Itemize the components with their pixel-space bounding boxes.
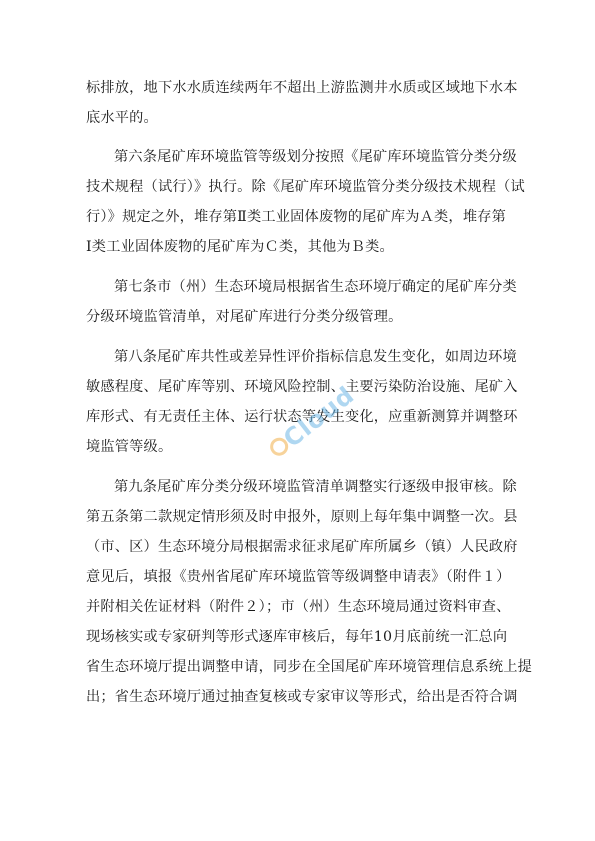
text-line: 标排放，地下水水质连续两年不超出上游监测井水质或区域地下水本: [86, 80, 518, 96]
text-line: 底水平的。: [86, 110, 158, 126]
text-line: 第五条第二款规定情形须及时申报外，原则上每年集中调整一次。县: [86, 509, 518, 525]
text-line: 技术规程（试行）》执行。除《尾矿库环境监管分类分级技术规程（试: [86, 179, 525, 195]
text-line: Ⅰ类工业固体废物的尾矿库为Ｃ类，其他为Ｂ类。: [86, 239, 394, 255]
article-7-line: 第七条市（州）生态环境局根据省生态环境厅确定的尾矿库分类: [114, 279, 517, 295]
text-line: 省生态环境厅提出调整申请，同步在全国尾矿库环境管理信息系统上提: [86, 659, 533, 675]
article-8-line: 第八条尾矿库共性或差异性评价指标信息发生变化，如周边环境: [114, 349, 517, 365]
text-line: 境监管等级。: [86, 439, 173, 455]
text-line: 行）》规定之外，堆存第Ⅱ类工业固体废物的尾矿库为Ａ类，堆存第: [86, 209, 506, 225]
text-line: 分级环境监管清单，对尾矿库进行分类分级管理。: [86, 309, 403, 325]
text-line: 库形式、有无责任主体、运行状态等发生变化，应重新测算并调整环: [86, 409, 518, 425]
watermark-text: Cloud: [278, 380, 360, 453]
text-line: 现场核实或专家研判等形式逐库审核后，每年10月底前统一汇总向: [86, 629, 508, 645]
text-line: 敏感程度、尾矿库等别、环境风险控制、主要污染防治设施、尾矿入: [86, 379, 518, 395]
text-line: 意见后，填报《贵州省尾矿库环境监管等级调整申请表》（附件１）: [86, 569, 511, 585]
article-9-line: 第九条尾矿库分类分级环境监管清单调整实行逐级申报审核。除: [114, 479, 517, 495]
text-line: 出；省生态环境厅通过抽查复核或专家审议等形式，给出是否符合调: [86, 689, 518, 705]
text-line: 并附相关佐证材料（附件２）；市（州）生态环境局通过资料审查、: [86, 599, 511, 615]
article-6-line: 第六条尾矿库环境监管等级划分按照《尾矿库环境监管分类分级: [114, 149, 517, 165]
text-line: （市、区）生态环境分局根据需求征求尾矿库所属乡（镇）人民政府: [86, 539, 518, 555]
